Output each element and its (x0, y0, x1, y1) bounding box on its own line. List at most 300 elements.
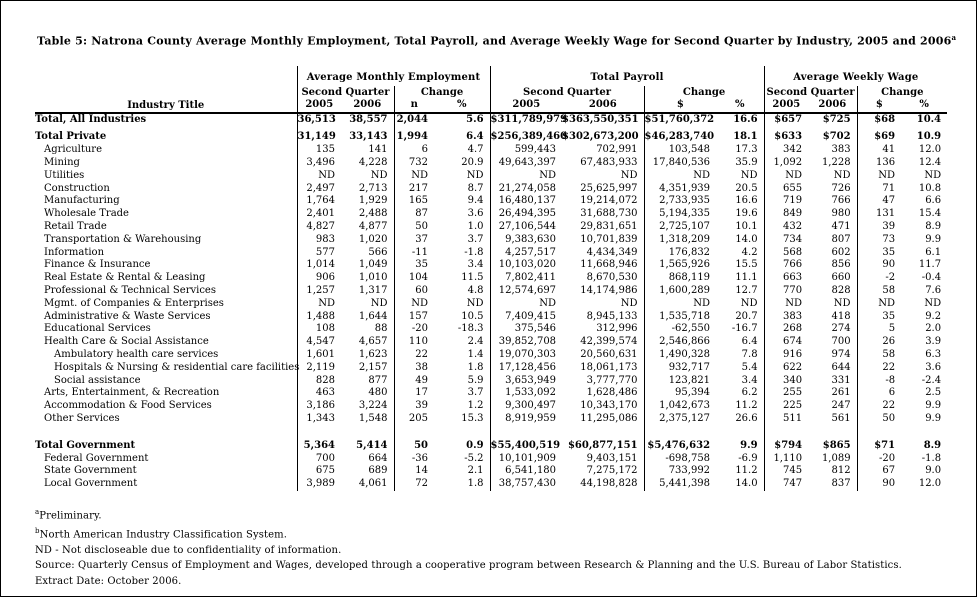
value-cell: 1.8 (467, 361, 484, 373)
value-cell: 38,557 (349, 113, 388, 125)
value-cell: 3,186 (297, 400, 341, 413)
header-subgroup-row (35, 86, 947, 98)
value-cell: 16.6 (735, 195, 758, 207)
value-cell: 6.6 (925, 195, 942, 207)
industry-label: Arts, Entertainment, & Recreation (44, 387, 220, 399)
value-cell: 932,717 (644, 362, 716, 375)
value-cell: 1,318,209 (644, 234, 716, 247)
value-cell: 2,546,866 (644, 336, 716, 349)
value-cell: -1.8 (464, 246, 484, 258)
value-cell: ND (924, 297, 942, 309)
value-cell: 1,929 (358, 195, 388, 207)
value-cell: 4,061 (358, 478, 388, 490)
value-cell: 10.5 (461, 310, 484, 322)
value-cell: 50 (857, 413, 901, 426)
value-cell: 35 (394, 259, 434, 272)
value-cell: 828 (297, 375, 341, 388)
value-cell: 110 (394, 336, 434, 349)
value-cell: 568 (764, 247, 808, 260)
value-cell: 1,623 (358, 349, 388, 360)
table-row (35, 170, 947, 183)
column-header: 2006 (808, 98, 857, 113)
value-cell: ND (857, 170, 901, 183)
value-cell: 674 (764, 336, 808, 349)
value-cell: 828 (831, 285, 851, 297)
value-cell: 3.6 (467, 208, 484, 220)
value-cell: 700 (831, 336, 851, 348)
value-cell: 9,300,497 (490, 400, 562, 413)
value-cell: 1,228 (821, 157, 851, 169)
value-cell: 906 (297, 272, 341, 285)
value-cell: 2,044 (394, 113, 434, 127)
value-cell: 15.4 (918, 208, 942, 220)
value-cell: -11 (394, 247, 434, 260)
value-cell: 165 (394, 195, 434, 208)
value-cell: 2.4 (467, 336, 484, 348)
value-cell: 10.9 (916, 131, 942, 143)
value-cell: 3.4 (467, 259, 484, 271)
value-cell: 4,827 (297, 221, 341, 234)
subheader-change: Change (394, 86, 490, 98)
value-cell: -18.3 (457, 323, 484, 335)
value-cell: 689 (368, 465, 388, 477)
value-cell: 2,119 (297, 362, 341, 375)
value-cell: 0.9 (466, 439, 484, 451)
column-header: n (394, 98, 434, 113)
value-cell: 6.1 (925, 246, 942, 258)
value-cell: 35.9 (735, 157, 758, 169)
value-cell: $363,550,351 (562, 113, 639, 125)
value-cell: 87 (394, 208, 434, 221)
value-cell: 9.9 (925, 400, 942, 412)
value-cell: 2,725,107 (644, 221, 716, 234)
value-cell: 10.1 (735, 221, 758, 233)
table-row (35, 195, 947, 208)
value-cell: 770 (764, 285, 808, 298)
value-cell: 9.4 (467, 195, 484, 207)
value-cell: 18,061,173 (580, 361, 638, 373)
value-cell: 12,574,697 (490, 285, 562, 298)
value-cell: 463 (297, 387, 341, 400)
value-cell: 141 (368, 144, 388, 156)
value-cell: 123,821 (644, 375, 716, 388)
value-cell: -2 (857, 272, 901, 285)
value-cell: 812 (831, 465, 851, 477)
value-cell: 10,103,020 (490, 259, 562, 272)
value-cell: 15.3 (461, 412, 484, 424)
industry-label: Construction (44, 182, 110, 194)
value-cell: 5.4 (741, 361, 758, 373)
value-cell: 655 (764, 183, 808, 196)
value-cell: 837 (831, 478, 851, 490)
value-cell: $702 (822, 131, 851, 143)
value-cell: 60 (394, 285, 434, 298)
value-cell: 747 (764, 478, 808, 491)
value-cell: 39 (857, 221, 901, 234)
industry-label: Mining (44, 157, 80, 169)
value-cell: 3.4 (741, 374, 758, 386)
value-cell: 88 (374, 323, 388, 335)
footnote: Extract Date: October 2006. (35, 575, 182, 587)
value-cell: ND (370, 297, 388, 309)
value-cell: 31,149 (297, 126, 341, 144)
value-cell: ND (394, 170, 434, 183)
value-cell: 12.7 (735, 285, 758, 297)
value-cell: $311,789,979 (490, 113, 568, 125)
value-cell: 14.0 (735, 478, 758, 490)
value-cell: 1,014 (297, 259, 341, 272)
group-header-average-monthly-employment: Average Monthly Employment (297, 66, 490, 86)
value-cell: -698,758 (644, 453, 716, 466)
value-cell: 340 (764, 375, 808, 388)
value-cell: ND (740, 169, 758, 181)
value-cell: 700 (297, 453, 341, 466)
table-row (35, 362, 947, 375)
industry-label: Social assistance (54, 374, 141, 386)
value-cell: 10.8 (918, 182, 942, 194)
value-cell: ND (297, 298, 341, 311)
value-cell: 225 (764, 400, 808, 413)
value-cell: 36,513 (297, 113, 341, 127)
value-cell: 20.9 (461, 157, 484, 169)
value-cell: 644 (831, 361, 851, 373)
value-cell: 72 (394, 478, 434, 491)
value-cell: 3,224 (358, 400, 388, 412)
industry-label: Mgmt. of Companies & Enterprises (44, 297, 224, 309)
value-cell: 7,409,415 (490, 311, 562, 324)
value-cell: 9.9 (740, 439, 758, 451)
value-cell: 38 (394, 362, 434, 375)
value-cell: 10,343,170 (580, 400, 638, 412)
value-cell: 6.4 (466, 131, 484, 143)
subheader-second-quarter: Second Quarter (764, 86, 857, 98)
value-cell: 157 (394, 311, 434, 324)
value-cell: 176,832 (644, 247, 716, 260)
industry-label: Federal Government (44, 452, 149, 464)
industry-label: Administrative & Waste Services (44, 310, 211, 322)
value-cell: 566 (368, 246, 388, 258)
table-row (35, 113, 947, 127)
value-cell: 9.0 (925, 465, 942, 477)
value-cell: $794 (764, 426, 808, 453)
industry-label: State Government (44, 465, 137, 477)
value-cell: 6.3 (925, 349, 942, 360)
value-cell: 11.5 (461, 272, 484, 284)
industry-label: Health Care & Social Assistance (44, 336, 209, 348)
value-cell: 5.6 (466, 113, 484, 125)
value-cell: 877 (368, 374, 388, 386)
value-cell: 26 (857, 336, 901, 349)
value-cell: 20.5 (735, 182, 758, 194)
industry-label: Accommodation & Food Services (44, 400, 212, 412)
table-row (35, 387, 947, 400)
value-cell: 916 (764, 349, 808, 362)
value-cell: 1,628,486 (586, 387, 638, 399)
value-cell: 1,565,926 (644, 259, 716, 272)
value-cell: ND (620, 297, 638, 309)
table-row (35, 453, 947, 466)
value-cell: 3,653,949 (490, 375, 562, 388)
value-cell: 17,840,536 (644, 157, 716, 170)
group-header-average-weekly-wage: Average Weekly Wage (764, 66, 947, 86)
value-cell: $302,673,200 (562, 131, 639, 143)
value-cell: ND (833, 297, 851, 309)
value-cell: 8,670,530 (586, 272, 638, 284)
value-cell: 511 (764, 413, 808, 426)
value-cell: 15.5 (735, 259, 758, 271)
column-header: % (434, 98, 490, 113)
value-cell: 726 (831, 182, 851, 194)
industry-label: Utilities (44, 169, 85, 181)
value-cell: 71 (857, 183, 901, 196)
table-row (35, 183, 947, 196)
footnote: $^b$North American Industry Classification System. (35, 526, 287, 541)
value-cell: 41 (857, 144, 901, 157)
value-cell: 205 (394, 413, 434, 426)
value-cell: 1,089 (821, 452, 851, 464)
value-cell: 719 (764, 195, 808, 208)
value-cell: 577 (297, 247, 341, 260)
value-cell: 3,496 (297, 157, 341, 170)
value-cell: 104 (394, 272, 434, 285)
value-cell: 1.8 (467, 478, 484, 490)
value-cell: 8.9 (925, 221, 942, 233)
value-cell: 2,733,935 (644, 195, 716, 208)
value-cell: 20,560,631 (580, 349, 638, 360)
value-cell: 42,399,574 (580, 336, 638, 348)
value-cell: 25,625,997 (580, 182, 638, 194)
value-cell: $46,283,740 (644, 126, 716, 144)
value-cell: 5 (857, 323, 901, 336)
value-cell: 2.1 (467, 465, 484, 477)
industry-label: Retail Trade (44, 221, 107, 233)
value-cell: 1,020 (358, 233, 388, 245)
value-cell: 664 (368, 452, 388, 464)
value-cell: 6 (394, 144, 434, 157)
table-row (35, 478, 947, 491)
value-cell: ND (620, 169, 638, 181)
value-cell: $60,877,151 (567, 439, 638, 451)
subheader-second-quarter: Second Quarter (297, 86, 394, 98)
value-cell: 135 (297, 144, 341, 157)
footnote: ND - Not discloseable due to confidentiality of information. (35, 544, 342, 556)
footnote: $^a$Preliminary. (35, 507, 102, 522)
value-cell: 50 (394, 426, 434, 453)
industry-label: Transportation & Warehousing (44, 233, 202, 245)
value-cell: ND (644, 298, 716, 311)
value-cell: ND (297, 170, 341, 183)
value-cell: 732 (394, 157, 434, 170)
column-header: $ (644, 98, 716, 113)
value-cell: -5.2 (464, 452, 484, 464)
value-cell: 974 (831, 349, 851, 360)
value-cell: 675 (297, 465, 341, 478)
industry-label: Real Estate & Rental & Leasing (44, 272, 206, 284)
value-cell: 22 (857, 400, 901, 413)
value-cell: 1.2 (467, 400, 484, 412)
industry-label: Other Services (44, 412, 120, 424)
page-title (37, 33, 976, 48)
table-row (35, 375, 947, 388)
value-cell: $55,400,519 (490, 426, 562, 453)
value-cell: 702,991 (596, 144, 638, 156)
value-cell: 1,257 (297, 285, 341, 298)
value-cell: 4.8 (467, 285, 484, 297)
value-cell: 6 (857, 387, 901, 400)
value-cell: 58 (857, 285, 901, 298)
value-cell: 4,877 (358, 221, 388, 233)
value-cell: 331 (831, 374, 851, 386)
value-cell: 247 (831, 400, 851, 412)
value-cell: ND (490, 170, 562, 183)
value-cell: 602 (831, 246, 851, 258)
value-cell: 58 (857, 349, 901, 362)
value-cell: $51,760,372 (644, 113, 715, 125)
value-cell: -8 (857, 375, 901, 388)
value-cell: 1,042,673 (644, 400, 716, 413)
value-cell: 3.6 (925, 361, 942, 373)
value-cell: 11.2 (735, 465, 758, 477)
value-cell: 39,852,708 (490, 336, 562, 349)
column-header: 2006 (562, 98, 644, 113)
value-cell: 19.6 (735, 208, 758, 220)
value-cell: 18.1 (733, 131, 758, 143)
value-cell: 1,764 (297, 195, 341, 208)
value-cell: -20 (394, 323, 434, 336)
industry-label: Finance & Insurance (44, 259, 151, 271)
value-cell: 35 (857, 311, 901, 324)
value-cell: 131 (857, 208, 901, 221)
page-title-footnote-marker: a (951, 33, 957, 42)
value-cell: 7.6 (925, 285, 942, 297)
value-cell: -1.8 (921, 452, 942, 464)
value-cell: 807 (831, 233, 851, 245)
subheader-second-quarter: Second Quarter (490, 86, 644, 98)
value-cell: 766 (764, 259, 808, 272)
value-cell: 7,275,172 (586, 465, 638, 477)
table-row (35, 426, 947, 453)
value-cell: 1,488 (297, 311, 341, 324)
value-cell: 1,548 (358, 412, 388, 424)
value-cell: 10,101,909 (490, 453, 562, 466)
column-header: 2005 (297, 98, 341, 113)
value-cell: 734 (764, 234, 808, 247)
value-cell: 39 (394, 400, 434, 413)
header-spacer (35, 86, 297, 98)
value-cell: 17.3 (735, 144, 758, 156)
value-cell: 3,777,770 (586, 374, 638, 386)
value-cell: ND (764, 170, 808, 183)
value-cell: 2.5 (925, 387, 942, 399)
value-cell: 432 (764, 221, 808, 234)
value-cell: 14 (394, 465, 434, 478)
header-group-row (35, 66, 947, 86)
value-cell: $725 (822, 113, 851, 125)
value-cell: 5,364 (297, 426, 341, 453)
value-cell: 6,541,180 (490, 465, 562, 478)
value-cell: 2,497 (297, 183, 341, 196)
value-cell: 16,480,137 (490, 195, 562, 208)
value-cell: 22 (394, 349, 434, 362)
industry-label: Total Private (35, 131, 107, 143)
value-cell: 12.0 (918, 144, 942, 156)
value-cell: 1,010 (358, 272, 388, 284)
value-cell: -6.9 (738, 452, 758, 464)
table-row (35, 285, 947, 298)
value-cell: 3.7 (467, 233, 484, 245)
industry-label: Hospitals & Nursing & residential care facilities (54, 361, 300, 373)
value-cell: ND (394, 298, 434, 311)
value-cell: 1,600,289 (644, 285, 716, 298)
value-cell: ND (490, 298, 562, 311)
header-spacer (35, 66, 297, 86)
column-header: 2005 (490, 98, 562, 113)
value-cell: 11,295,086 (580, 412, 638, 424)
value-cell: 856 (831, 259, 851, 271)
industry-label: Information (44, 246, 105, 258)
table-row (35, 157, 947, 170)
value-cell: 10.4 (916, 113, 942, 125)
value-cell: $68 (857, 113, 901, 127)
column-header: 2006 (341, 98, 394, 113)
value-cell: 8,919,959 (490, 413, 562, 426)
value-cell: 27,106,544 (490, 221, 562, 234)
value-cell: 9.9 (925, 233, 942, 245)
value-cell: 983 (297, 234, 341, 247)
value-cell: 21,274,058 (490, 183, 562, 196)
value-cell: $633 (764, 126, 808, 144)
value-cell: 4.2 (741, 246, 758, 258)
footnote-marker: b (35, 526, 40, 535)
table-row (35, 221, 947, 234)
value-cell: 4.7 (467, 144, 484, 156)
value-cell: 14,174,986 (580, 285, 638, 297)
value-cell: 1,601 (297, 349, 341, 362)
value-cell: 26,494,395 (490, 208, 562, 221)
value-cell: -62,550 (644, 323, 716, 336)
value-cell: 2,713 (358, 182, 388, 194)
value-cell: -20 (857, 453, 901, 466)
value-cell: 471 (831, 221, 851, 233)
value-cell: 418 (831, 310, 851, 322)
value-cell: 16.6 (733, 113, 758, 125)
value-cell: 4,657 (358, 336, 388, 348)
value-cell: -16.7 (731, 323, 758, 335)
value-cell: 108 (297, 323, 341, 336)
value-cell: 1,533,092 (490, 387, 562, 400)
value-cell: 49 (394, 375, 434, 388)
value-cell: 47 (857, 195, 901, 208)
table-row (35, 336, 947, 349)
value-cell: 268 (764, 323, 808, 336)
value-cell: 35 (857, 247, 901, 260)
value-cell: 7.8 (741, 349, 758, 360)
value-cell: 73 (857, 234, 901, 247)
value-cell: 11.7 (918, 259, 942, 271)
value-cell: 1,994 (394, 126, 434, 144)
value-cell: 561 (831, 412, 851, 424)
industry-title-header: Industry Title (35, 98, 297, 113)
value-cell: 342 (764, 144, 808, 157)
value-cell: $69 (857, 126, 901, 144)
column-header: % (901, 98, 947, 113)
value-cell: 480 (368, 387, 388, 399)
value-cell: 3,989 (297, 478, 341, 491)
table-row (35, 259, 947, 272)
value-cell: 11,668,946 (580, 259, 638, 271)
value-cell: -36 (394, 453, 434, 466)
value-cell: 1,049 (358, 259, 388, 271)
